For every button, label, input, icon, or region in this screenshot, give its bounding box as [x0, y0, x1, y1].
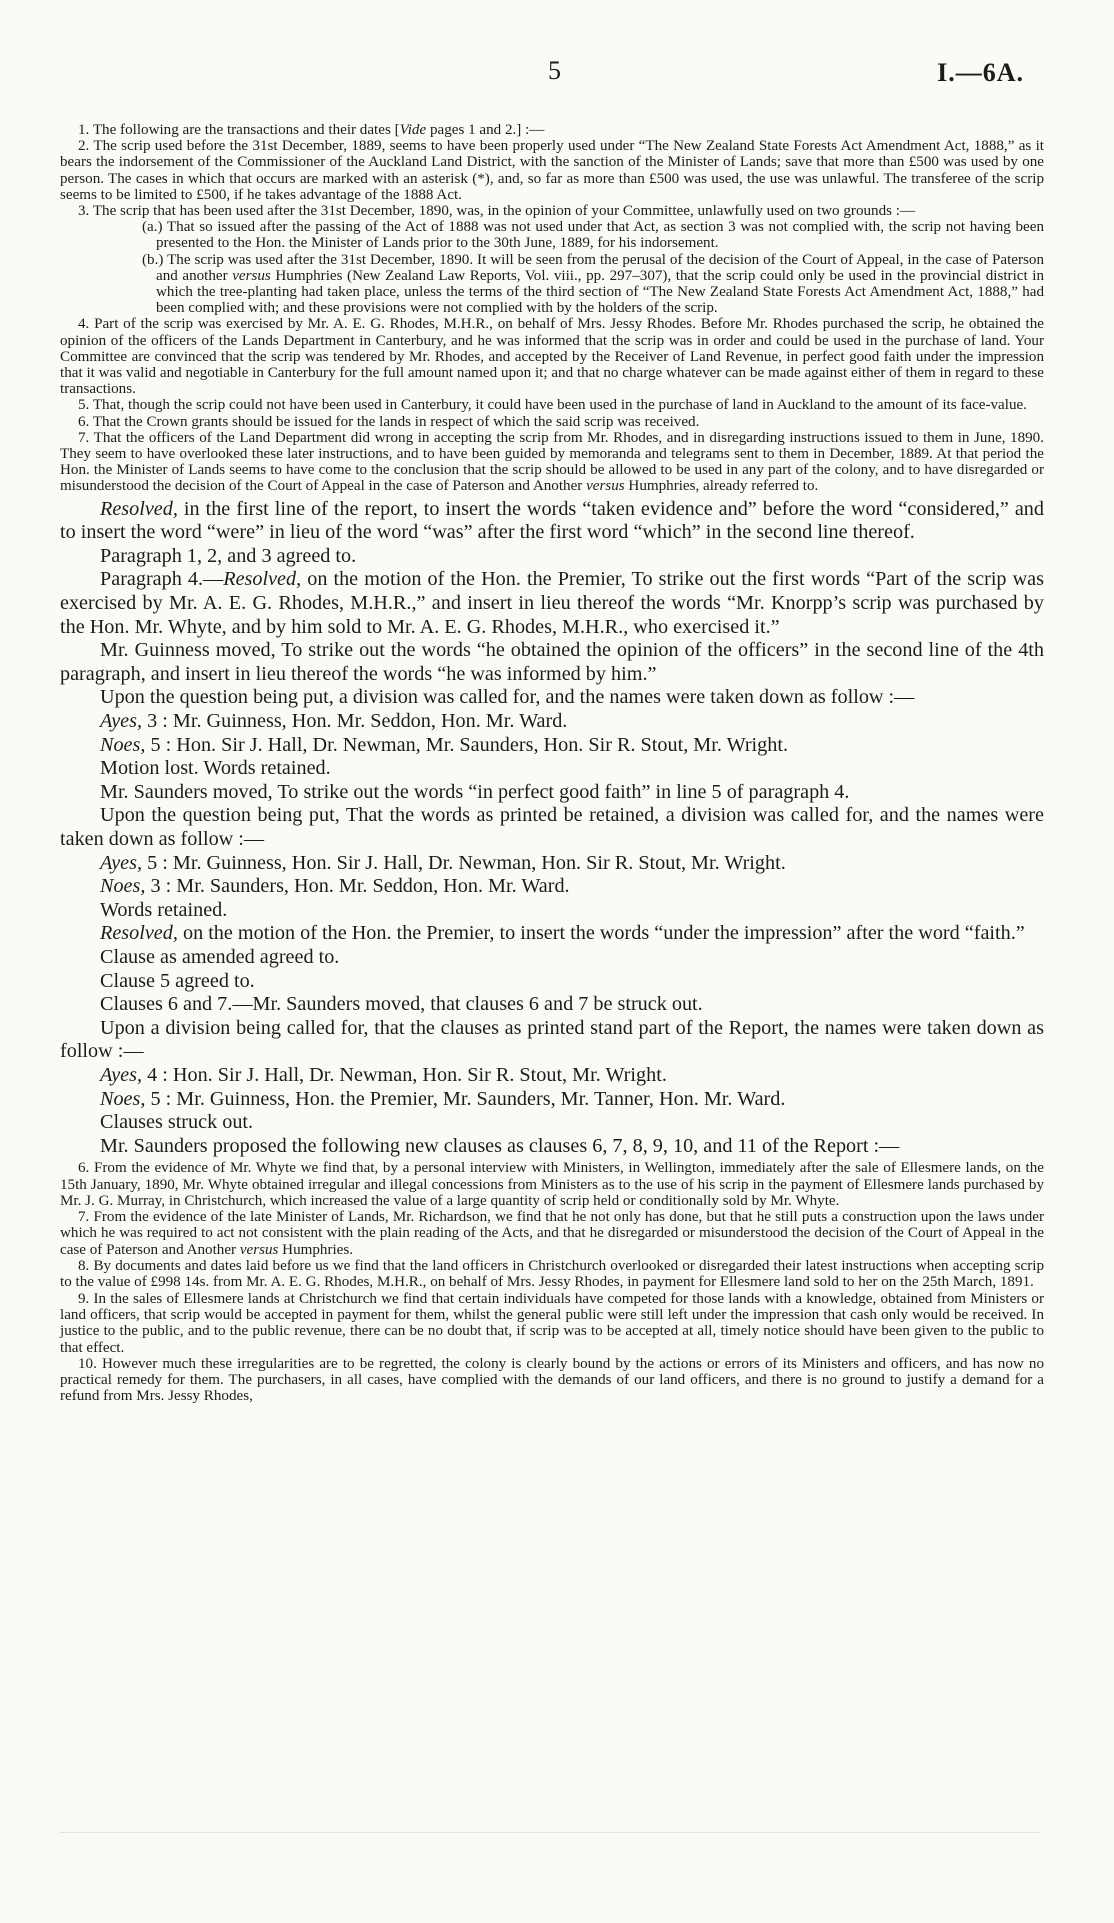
proposed-new-clauses — [60, 1160, 1044, 1404]
minute-entry: Words retained. — [100, 898, 228, 921]
minute-entry: Upon the question being put, a division was called for, and the names were taken down as follow :— — [100, 686, 915, 709]
report-paragraph-2: 2. The scrip used before the 31st December, 1889, seems to have been properly used under “The New Zealand State Forests Act Amendment Act, 1888,” as it bears the indorsement of the Commissioner of the Auckland Land District, with the sanction of the Minister of Lands; save that more than £500 was used by one person. The cases in which that occurs are marked with an asterisk (*), and, so far as more than £500 was used, the use was unlawful. The transferee of the scrip seems to be limited to £500, if he takes advantage of the 1888 Act. — [60, 138, 1044, 203]
report-paragraph-3: 3. The scrip that has been used after the 31st December, 1890, was, in the opinion of your Committee, unlawfully used on two grounds :— — [78, 203, 916, 220]
minute-entry: Clause 5 agreed to. — [100, 969, 255, 992]
minute-entry: Resolved, on the motion of the Hon. the Premier, to insert the words “under the impression” after the word “faith.” — [100, 922, 1025, 945]
new-clause-6: 6. From the evidence of Mr. Whyte we find that, by a personal interview with Ministers, in Wellington, immediately after the sale of Ellesmere lands, on the 15th January, 1890, Mr. Whyte obtained irregular and illegal concessions from Ministers as to the use of his scrip in the payment of Ellesmere lands purchased by Mr. J. G. Murray, in Christchurch, which increased the value of a large quantity of scrip held or conditionally sold by Mr. Whyte. — [60, 1160, 1044, 1209]
report-subparagraph-a: (a.) That so issued after the passing of the Act of 1888 was not used under that Act, as section 3 was not complied with, the scrip not having been presented to the Hon. the Minister of Lands prior to the 30th June, 1889, for his indorsement. — [142, 219, 1044, 252]
report-subparagraph-b: (b.) The scrip was used after the 31st December, 1890. It will be seen from the perusal of the decision of the Court of Appeal, in the case of Paterson and another versus Humphries (New Zealand Law Reports, Vol. viii., pp. 297–307), that the scrip could only be used in the provincial district in which the tree-planting had taken place, unless the terms of the third section of “The New Zealand State Forests Act Amendment Act, 1888,” had been complied with; and these provisions were not complied with by the holders of the scrip. — [142, 251, 1044, 317]
report-paragraph-1: 1. The following are the transactions and their dates [Vide pages 1 and 2.] :— — [78, 122, 545, 138]
division-noes: Noes, 5 : Hon. Sir J. Hall, Dr. Newman, Mr. Saunders, Hon. Sir R. Stout, Mr. Wright. — [100, 733, 788, 756]
new-clause-9: 9. In the sales of Ellesmere lands at Christchurch we find that certain individuals have competed for those lands with a knowledge, obtained from Ministers or land officers, that scrip would be accepted in payment for them, whilst the general public were still left under the impression that cash only would be received. In justice to the public, and to the public revenue, there can be no doubt that, if scrip was to be accepted at all, timely notice should have been given to the public to that effect. — [60, 1290, 1044, 1356]
report-paragraphs — [60, 122, 1044, 495]
report-paragraph-7: 7. That the officers of the Land Department did wrong in accepting the scrip from Mr. Rhodes, and in disregarding instructions issued to them in June, 1890. They seem to have overlooked these later instructions, and to have been guided by memoranda and telegrams sent to them in December, 1889. At that period the Hon. the Minister of Lands seems to have come to the conclusion that the scrip should be allowed to be used in any part of the colony, and to have disregarded or misunderstood the decision of the Court of Appeal in the case of Paterson and Another versus Humphries, already referred to. — [60, 429, 1044, 495]
minute-entry: Upon the question being put, That the words as printed be retained, a division was called for, and the names were taken down as follow :— — [60, 804, 1044, 850]
minute-entry: Mr. Saunders proposed the following new clauses as clauses 6, 7, 8, 9, 10, and 11 of the Report :— — [100, 1134, 900, 1157]
minute-entry: Mr. Guinness moved, To strike out the words “he obtained the opinion of the officers” in the second line of the 4th paragraph, and insert in lieu thereof the words “he was informed by him.” — [60, 639, 1044, 685]
minute-entry: Clauses 6 and 7.—Mr. Saunders moved, that clauses 6 and 7 be struck out. — [100, 993, 703, 1016]
new-clause-8: 8. By documents and dates laid before us we find that the land officers in Christchurch overlooked or disregarded their latest instructions when accepting scrip to the value of £998 14s. from Mr. A. E. G. Rhodes, M.H.R., on behalf of Mrs. Jessy Rhodes, in payment for Ellesmere land sold to her on the 25th March, 1891. — [60, 1258, 1044, 1291]
division-ayes: Ayes, 5 : Mr. Guinness, Hon. Sir J. Hall, Dr. Newman, Hon. Sir R. Stout, Mr. Wright. — [100, 851, 786, 874]
minute-entry: Clauses struck out. — [100, 1111, 254, 1134]
page-bottom-edge — [60, 1832, 1040, 1843]
minute-entry: Mr. Saunders moved, To strike out the words “in perfect good faith” in line 5 of paragraph 4. — [100, 780, 850, 803]
division-ayes: Ayes, 3 : Mr. Guinness, Hon. Mr. Seddon, Hon. Mr. Ward. — [100, 710, 568, 733]
minute-entry: Clause as amended agreed to. — [100, 945, 340, 968]
new-clause-10: 10. However much these irregularities are to be regretted, the colony is clearly bound by the actions or errors of its Ministers and officers, and has now no practical remedy for them. The purchasers, in all cases, have complied with the demands of our land officers, and there is no ground to justify a demand for a refund from Mrs. Jessy Rhodes, — [60, 1355, 1044, 1405]
page-header — [60, 56, 1044, 96]
minute-entry: Resolved, in the first line of the report, to insert the words “taken evidence and” before the word “considered,” and to insert the word “were” in lieu of the word “was” after the first word “which” in the second line thereof. — [60, 497, 1044, 544]
report-paragraph-6: 6. That the Crown grants should be issued for the lands in respect of which the said scrip was received. — [78, 413, 700, 430]
minute-entry: Paragraph 4.—Resolved, on the motion of the Hon. the Premier, To strike out the first words “Part of the scrip was exercised by Mr. A. E. G. Rhodes, M.H.R.,” and insert in lieu thereof the words “Mr. Knorpp’s scrip was purchased by the Hon. Mr. Whyte, and by him sold to Mr. A. E. G. Rhodes, M.H.R., who exercised it.” — [60, 568, 1044, 638]
division-noes: Noes, 3 : Mr. Saunders, Hon. Mr. Seddon, Hon. Mr. Ward. — [100, 875, 570, 898]
minute-entry: Upon a division being called for, that the clauses as printed stand part of the Report, the names were taken down as follow :— — [60, 1016, 1044, 1063]
minute-entry: Paragraph 1, 2, and 3 agreed to. — [100, 544, 357, 567]
minute-entry: Motion lost. Words retained. — [100, 757, 331, 780]
new-clause-7: 7. From the evidence of the late Minister of Lands, Mr. Richardson, we find that he not only has done, but that he still puts a construction upon the laws under which he was required to act not consistent with the plain reading of the Acts, and that he disregarded or misunderstood the decision of the Court of Appeal in the case of Paterson and Another versus Humphries. — [60, 1209, 1044, 1258]
division-noes: Noes, 5 : Mr. Guinness, Hon. the Premier, Mr. Saunders, Mr. Tanner, Hon. Mr. Ward. — [100, 1087, 786, 1110]
page-number: 5 — [548, 56, 561, 85]
committee-minutes — [60, 498, 1044, 1159]
report-paragraph-5: 5. That, though the scrip could not have been used in Canterbury, it could have been used in the purchase of land in Auckland to the amount of its face-value. — [78, 397, 1027, 414]
division-ayes: Ayes, 4 : Hon. Sir J. Hall, Dr. Newman, Hon. Sir R. Stout, Mr. Wright. — [100, 1063, 667, 1086]
report-paragraph-4: 4. Part of the scrip was exercised by Mr. A. E. G. Rhodes, M.H.R., on behalf of Mrs. Jessy Rhodes. Before Mr. Rhodes purchased the scrip, he obtained the opinion of the officers of the Lands Department in Canterbury, and he was informed that the scrip was in order and could be used in the purchase of land. Your Committee are convinced that the scrip was tendered by Mr. Rhodes, and accepted by the Receiver of Land Revenue, in perfect good faith under the impression that it was valid and negotiable in Canterbury for the full amount named upon it; and that no charge whatever can be made against either of them in regard to these transactions. — [60, 316, 1044, 398]
paper-reference: I.—6A. — [937, 58, 1024, 87]
